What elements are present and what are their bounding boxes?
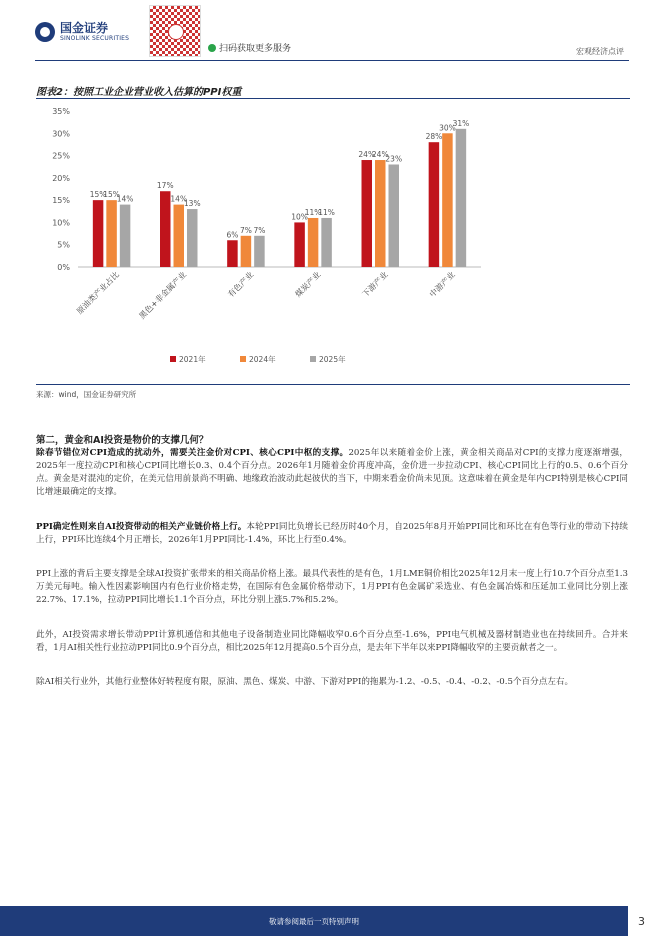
scan-prompt [208, 41, 291, 54]
y-tick-label: 5% [57, 240, 70, 250]
category-label: 煤炭产业 [293, 270, 323, 300]
bar-5-2 [375, 160, 386, 267]
qr-code-icon[interactable] [149, 5, 201, 57]
paragraph-3-body: PPI上涨的背后主要支撑是全球AI投资扩张带来的相关商品价格上涨。最具代表性的是有色，1月LME铜价相比2025年12月末一度上行10.7个百分点至1.3万美元每吨。输入性因素影响国内有色行业价格走势，在国际有色金属价格带动下，1月PPI有色金属矿采选业、有色金属冶炼和压延加工业同比分别上涨22.7%、17.1%，拉动PPI同比增长1.1个百分点，环比分别上涨5.7%和5.2%。 [36, 569, 628, 605]
data-label: 17% [156, 181, 174, 191]
data-label: 15% [103, 190, 120, 200]
bar-5-3 [389, 164, 400, 267]
page-footer [0, 906, 662, 936]
wechat-icon [208, 44, 216, 52]
category-label: 原油类产业占比 [75, 270, 121, 317]
figure-source: 来源：wind，国金证券研究所 [36, 390, 137, 399]
bar-3-2 [241, 236, 252, 267]
y-tick-label: 10% [52, 218, 70, 228]
scan-text: 扫码获取更多服务 [219, 44, 292, 54]
category-label: 下游产业 [360, 270, 390, 300]
data-label: 14% [170, 194, 188, 204]
legend-label: 2024年 [249, 355, 276, 364]
bar-4-2 [308, 218, 319, 267]
bar-2-2 [174, 205, 185, 267]
bar-3-3 [254, 236, 265, 267]
y-tick-label: 25% [52, 151, 70, 161]
paragraph-1-lead: 除春节错位对CPI造成的扰动外，需要关注金价对CPI、核心CPI中枢的支撑。 [36, 448, 349, 458]
bar-5-1 [362, 160, 373, 267]
page-header [0, 0, 662, 62]
y-tick-label: 0% [57, 263, 70, 272]
report-type: 宏观经济点评 [576, 47, 624, 56]
figure-rule-bottom [36, 384, 630, 385]
legend-swatch [310, 356, 316, 362]
footer-bar [0, 906, 628, 936]
y-tick-label: 15% [52, 196, 70, 206]
paragraph-3 [36, 568, 628, 607]
paragraph-4-body: 此外，AI投资需求增长带动PPI计算机通信和其他电子设备制造业同比降幅收窄0.6个百分点至-1.6%，PPI电气机械及器材制造业也在持续回升。合并来看，1月AI相关性行业拉动PPI同比0.9个百分点，相比2025年12月提高0.5个百分点，是去年下半年以来PPI降幅收窄的主要贡献者之一。 [36, 630, 628, 653]
legend-label: 2021年 [179, 355, 206, 364]
header-divider [35, 60, 629, 61]
paragraph-1-body: 2025年以来随着金价上涨，黄金相关商品对CPI的支撑力度逐渐增强，2025年一度拉动CPI和核心CPI同比增长0.3、0.4个百分点。2026年1月随着金价再度冲高，金价进一步拉动CPI、核心CPI同比上行的0.5、0.6个百分点。黄金是对混沌的定价，在美元信用前景尚不明确、地缘政治波动此起彼伏的当下，中期来看金价尚未见顶。这意味着在黄金是年内CPI特别是核心CPI同比增速最确定的支撑。 [36, 448, 628, 497]
paragraph-2-body: 本轮PPI同比负增长已经历时40个月，自2025年8月开始PPI同比和环比在有色等行业的带动下持续上行，PPI环比连续4个月正增长，2026年1月PPI同比-1.4%，环比上行至0.4%。 [36, 522, 628, 545]
data-label: 15% [89, 190, 107, 200]
company-logo [35, 22, 129, 42]
category-label: 黑色+非金属产业 [137, 270, 189, 321]
category-label: 中游产业 [427, 270, 457, 300]
data-label: 24% [371, 150, 389, 160]
y-tick-label: 30% [52, 129, 70, 139]
bar-6-3 [456, 129, 467, 267]
paragraph-2-lead: PPI确定性则来自AI投资带动的相关产业链价格上行。 [36, 522, 247, 532]
paragraph-4 [36, 629, 628, 655]
section-heading: 第二，黄金和AI投资是物价的支撑几何？ [36, 435, 209, 446]
legend-swatch [240, 356, 246, 362]
bar-1-3 [120, 205, 131, 267]
bar-2-1 [160, 191, 171, 267]
footer-disclaimer[interactable]: 敬请参阅最后一页特别声明 [269, 917, 359, 926]
data-label: 11% [304, 207, 322, 217]
data-label: 24% [358, 150, 376, 160]
bar-2-3 [187, 209, 198, 267]
figure-rule-top [36, 98, 630, 99]
bar-3-1 [227, 240, 238, 267]
logo-icon [35, 22, 55, 42]
ppi-weight-chart [36, 100, 630, 382]
logo-cn: 国金证券 [60, 21, 109, 35]
data-label: 14% [116, 194, 134, 204]
y-tick-label: 35% [52, 107, 70, 116]
data-label: 13% [183, 199, 201, 209]
paragraph-2 [36, 521, 628, 547]
y-tick-label: 20% [52, 173, 70, 183]
data-label: 10% [291, 212, 308, 222]
paragraph-1 [36, 447, 628, 499]
bar-1-1 [93, 200, 104, 267]
data-label: 7% [239, 225, 252, 235]
logo-en: SINOLINK SECURITIES [60, 35, 130, 42]
paragraph-5 [36, 676, 628, 689]
legend-label: 2025年 [319, 355, 346, 364]
legend-swatch [170, 356, 176, 362]
category-label: 有色产业 [226, 270, 256, 300]
page-number: 3 [638, 915, 645, 928]
bar-4-1 [294, 222, 305, 267]
data-label: 6% [226, 230, 239, 240]
data-label: 7% [253, 225, 266, 235]
data-label: 28% [425, 132, 443, 142]
bar-6-1 [429, 142, 440, 267]
bar-6-2 [442, 133, 453, 267]
bar-1-2 [106, 200, 117, 267]
data-label: 23% [385, 154, 403, 164]
paragraph-5-body: 除AI相关行业外，其他行业整体好转程度有限，原油、黑色、煤炭、中游、下游对PPI的拖累为-1.2、-0.5、-0.4、-0.2、-0.5个百分点左右。 [36, 677, 574, 687]
data-label: 31% [452, 118, 470, 128]
bar-4-3 [321, 218, 332, 267]
figure-title: 图表2：按照工业企业营业收入估算的PPI权重 [36, 87, 242, 98]
data-label: 30% [439, 123, 456, 133]
data-label: 11% [318, 207, 335, 217]
